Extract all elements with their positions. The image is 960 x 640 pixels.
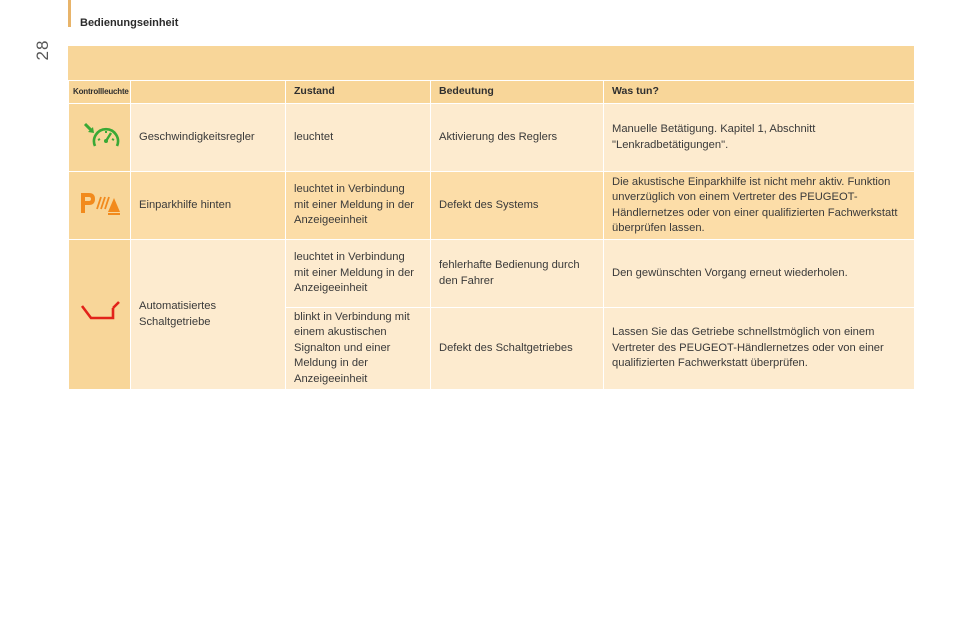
icon-cell [69,172,131,240]
header-was-tun: Was tun? [604,81,915,104]
table-row [69,104,915,172]
row-zustand: leuchtet in Verbindung mit einer Meldung in der Anzeigeeinheit [286,172,431,240]
row-name: Geschwindigkeitsregler [131,104,286,172]
row-zustand: blinkt in Verbindung mit einem akustischen Signalton und einer Meldung in der Anzeigeeinheit [286,308,431,390]
header-kontrollleuchte: Kontrollleuchte [69,81,131,104]
header-name [131,81,286,104]
icon-cell [69,104,131,172]
row-was-tun: Manuelle Betätigung. Kapitel 1, Abschnitt "Lenkradbetätigungen". [604,104,915,172]
header-bedeutung: Bedeutung [431,81,604,104]
table-header-band [68,46,914,80]
row-name: Einparkhilfe hinten [131,172,286,240]
row-name: Automatisiertes Schaltgetriebe [131,240,286,390]
section-title: Bedienungseinheit [80,17,179,29]
page-number: 28 [33,39,52,61]
parking-sensor-icon [78,190,122,222]
row-bedeutung: Defekt des Systems [431,172,604,240]
warning-lights-grid [68,80,915,390]
gearbox-warning-icon [79,300,121,330]
header-zustand: Zustand [286,81,431,104]
row-was-tun: Lassen Sie das Getriebe schnellstmöglich von einem Vertreter des PEUGEOT-Händlernetzes oder von einer qualifizierten Fachwerkstatt überprüfen. [604,308,915,390]
row-zustand: leuchtet [286,104,431,172]
warning-lights-table [68,46,914,390]
table-row [69,172,915,240]
page-edge-marker [68,0,71,27]
row-bedeutung: fehlerhafte Bedienung durch den Fahrer [431,240,604,308]
row-was-tun: Den gewünschten Vorgang erneut wiederholen. [604,240,915,308]
row-was-tun: Die akustische Einparkhilfe ist nicht mehr aktiv. Funktion unverzüglich von einem Vertreter des PEUGEOT-Händlernetzes oder von einer qualifizierten Fachwerkstatt überprüfen lassen. [604,172,915,240]
row-zustand: leuchtet in Verbindung mit einer Meldung in der Anzeigeeinheit [286,240,431,308]
table-header-row [69,81,915,104]
table-row [69,240,915,308]
row-bedeutung: Aktivierung des Reglers [431,104,604,172]
row-bedeutung: Defekt des Schaltgetriebes [431,308,604,390]
icon-cell [69,240,131,390]
cruise-control-icon [79,120,121,156]
